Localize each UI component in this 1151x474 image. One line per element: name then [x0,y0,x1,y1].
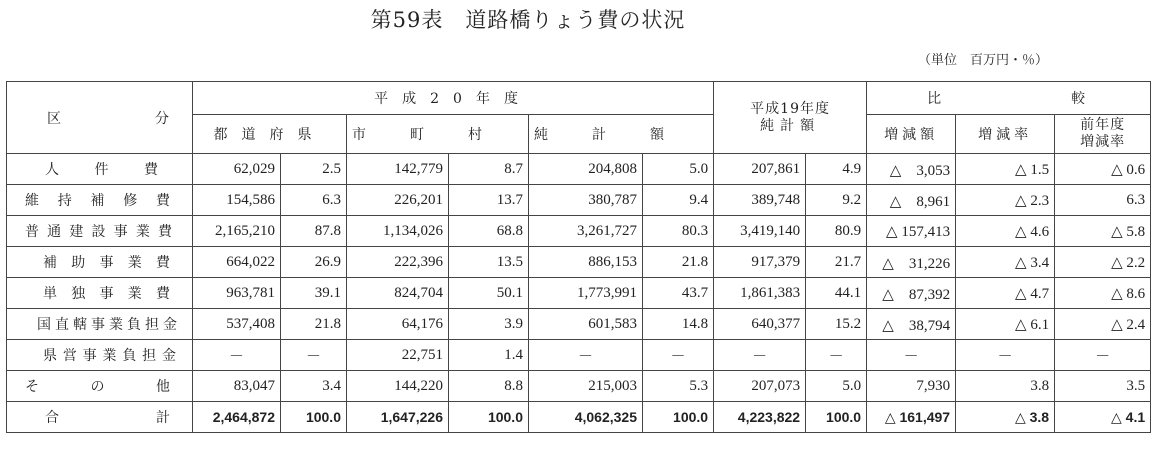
cell-diff: △ 87,392 [867,278,956,309]
cell-pref: 963,781 [193,278,281,309]
table-row-subsidized [7,247,1151,278]
cell-pref-pct: 3.4 [281,371,347,402]
cell-pref: 537,408 [193,309,281,340]
header-prev-rate [1055,115,1151,154]
header-prefectures: 都道府県 [193,115,347,154]
cell-net: 4,062,325 [529,402,643,433]
cell-pref-pct: 39.1 [281,278,347,309]
cell-diff-rate: △ 4.6 [956,216,1055,247]
cell-muni: 226,201 [347,185,449,216]
cell-fy19: 3,419,140 [714,216,806,247]
cell-net-pct: 5.3 [643,371,714,402]
cell-pref: 2,464,872 [193,402,281,433]
cell-prev-rate: △ 2.4 [1055,309,1151,340]
table-row-independent [7,278,1151,309]
cell-fy19-pct: 4.9 [806,154,867,185]
cell-muni-pct: 13.5 [449,247,529,278]
cell-muni-pct: 100.0 [449,402,529,433]
cell-pref-pct: － [281,340,347,371]
cell-pref-pct: 21.8 [281,309,347,340]
cell-net: 3,261,727 [529,216,643,247]
cell-fy19-pct: 15.2 [806,309,867,340]
table-row-national-burden [7,309,1151,340]
cell-fy19-pct: 21.7 [806,247,867,278]
header-prev-rate-line1: 前年度 [1080,117,1126,133]
table-row-maintenance [7,185,1151,216]
cell-pref-pct: 100.0 [281,402,347,433]
cell-fy19: 389,748 [714,185,806,216]
cell-diff: △ 161,497 [867,402,956,433]
road-bridge-expenditure-table [6,81,1151,433]
cell-muni: 22,751 [347,340,449,371]
cell-muni-pct: 3.9 [449,309,529,340]
cell-pref: 83,047 [193,371,281,402]
header-comparison-a: 比 [927,91,942,107]
cell-prev-rate: △ 8.6 [1055,278,1151,309]
table-row-personnel [7,154,1151,185]
cell-pref: － [193,340,281,371]
cell-diff-rate: △ 6.1 [956,309,1055,340]
header-change-rate: 増減率 [956,115,1055,154]
cell-muni-pct: 8.8 [449,371,529,402]
cell-muni-pct: 8.7 [449,154,529,185]
table-row-prefectural-burden [7,340,1151,371]
cell-diff-rate: △ 3.4 [956,247,1055,278]
cell-muni-pct: 13.7 [449,185,529,216]
header-comparison-b: 較 [1071,91,1086,107]
cell-net-pct: 80.3 [643,216,714,247]
cell-diff: △ 157,413 [867,216,956,247]
cell-fy19-pct: 9.2 [806,185,867,216]
cell-fy19-pct: 80.9 [806,216,867,247]
cell-prev-rate: 6.3 [1055,185,1151,216]
page-title: 第59表 道路橋りょう費の状況 [370,8,686,32]
cell-diff-rate: △ 1.5 [956,154,1055,185]
header-fy19-line2: 純計額 [760,117,821,134]
header-fy20: 平成20年度 [193,82,714,115]
cell-diff-rate: △ 2.3 [956,185,1055,216]
table-row-other [7,371,1151,402]
table-row-construction [7,216,1151,247]
cell-fy19: － [714,340,806,371]
cell-prev-rate: △ 0.6 [1055,154,1151,185]
cell-muni-pct: 1.4 [449,340,529,371]
cell-fy19-pct: － [806,340,867,371]
cell-net: 215,003 [529,371,643,402]
cell-fy19-pct: 44.1 [806,278,867,309]
cell-net: 601,583 [529,309,643,340]
cell-muni: 824,704 [347,278,449,309]
cell-diff: △ 3,053 [867,154,956,185]
header-comparison [867,82,1151,115]
cell-fy19: 1,861,383 [714,278,806,309]
cell-diff-rate: △ 3.8 [956,402,1055,433]
table-row-total [7,402,1151,433]
row-label: その他 [7,371,193,402]
cell-pref-pct: 2.5 [281,154,347,185]
cell-fy19: 4,223,822 [714,402,806,433]
row-label: 補助事業費 [7,247,193,278]
row-label: 人件費 [7,154,193,185]
cell-net-pct: 14.8 [643,309,714,340]
cell-diff-rate: 3.8 [956,371,1055,402]
row-label: 普通建設事業費 [7,216,193,247]
cell-pref: 154,586 [193,185,281,216]
cell-muni-pct: 50.1 [449,278,529,309]
cell-net-pct: 100.0 [643,402,714,433]
cell-prev-rate: △ 4.1 [1055,402,1151,433]
cell-diff: △ 8,961 [867,185,956,216]
cell-net-pct: 43.7 [643,278,714,309]
row-label: 県営事業負担金 [7,340,193,371]
cell-net-pct: 9.4 [643,185,714,216]
cell-prev-rate: △ 2.2 [1055,247,1151,278]
cell-diff: △ 38,794 [867,309,956,340]
row-label: 合計 [7,402,193,433]
cell-diff-rate: － [956,340,1055,371]
cell-net: 380,787 [529,185,643,216]
cell-pref-pct: 6.3 [281,185,347,216]
cell-diff: － [867,340,956,371]
header-fy19-line1: 平成19年度 [750,100,830,117]
cell-pref-pct: 87.8 [281,216,347,247]
cell-fy19-pct: 5.0 [806,371,867,402]
header-change-amount: 増減額 [867,115,956,154]
cell-pref: 664,022 [193,247,281,278]
cell-net-pct: 5.0 [643,154,714,185]
cell-muni: 64,176 [347,309,449,340]
row-label: 単独事業費 [7,278,193,309]
cell-prev-rate: 3.5 [1055,371,1151,402]
unit-note: （単位 百万円・％） [917,53,1048,68]
cell-net-pct: － [643,340,714,371]
cell-diff: 7,930 [867,371,956,402]
cell-net: 1,773,991 [529,278,643,309]
cell-muni: 144,220 [347,371,449,402]
cell-net: 886,153 [529,247,643,278]
row-label: 維持補修費 [7,185,193,216]
cell-fy19: 207,861 [714,154,806,185]
cell-muni: 142,779 [347,154,449,185]
cell-net: － [529,340,643,371]
cell-muni: 1,134,026 [347,216,449,247]
cell-pref: 2,165,210 [193,216,281,247]
cell-muni-pct: 68.8 [449,216,529,247]
cell-fy19-pct: 100.0 [806,402,867,433]
header-fy19 [714,82,867,154]
cell-prev-rate: － [1055,340,1151,371]
row-label: 国直轄事業負担金 [7,309,193,340]
header-category: 区 分 [7,82,193,154]
header-municipalities: 市町村 [347,115,529,154]
header-net-total: 純計額 [529,115,714,154]
header-prev-rate-line2: 増減率 [1080,134,1126,150]
cell-diff: △ 31,226 [867,247,956,278]
cell-pref: 62,029 [193,154,281,185]
cell-net-pct: 21.8 [643,247,714,278]
cell-net: 204,808 [529,154,643,185]
cell-prev-rate: △ 5.8 [1055,216,1151,247]
cell-pref-pct: 26.9 [281,247,347,278]
cell-diff-rate: △ 4.7 [956,278,1055,309]
cell-muni: 222,396 [347,247,449,278]
cell-muni: 1,647,226 [347,402,449,433]
cell-fy19: 640,377 [714,309,806,340]
cell-fy19: 207,073 [714,371,806,402]
cell-fy19: 917,379 [714,247,806,278]
